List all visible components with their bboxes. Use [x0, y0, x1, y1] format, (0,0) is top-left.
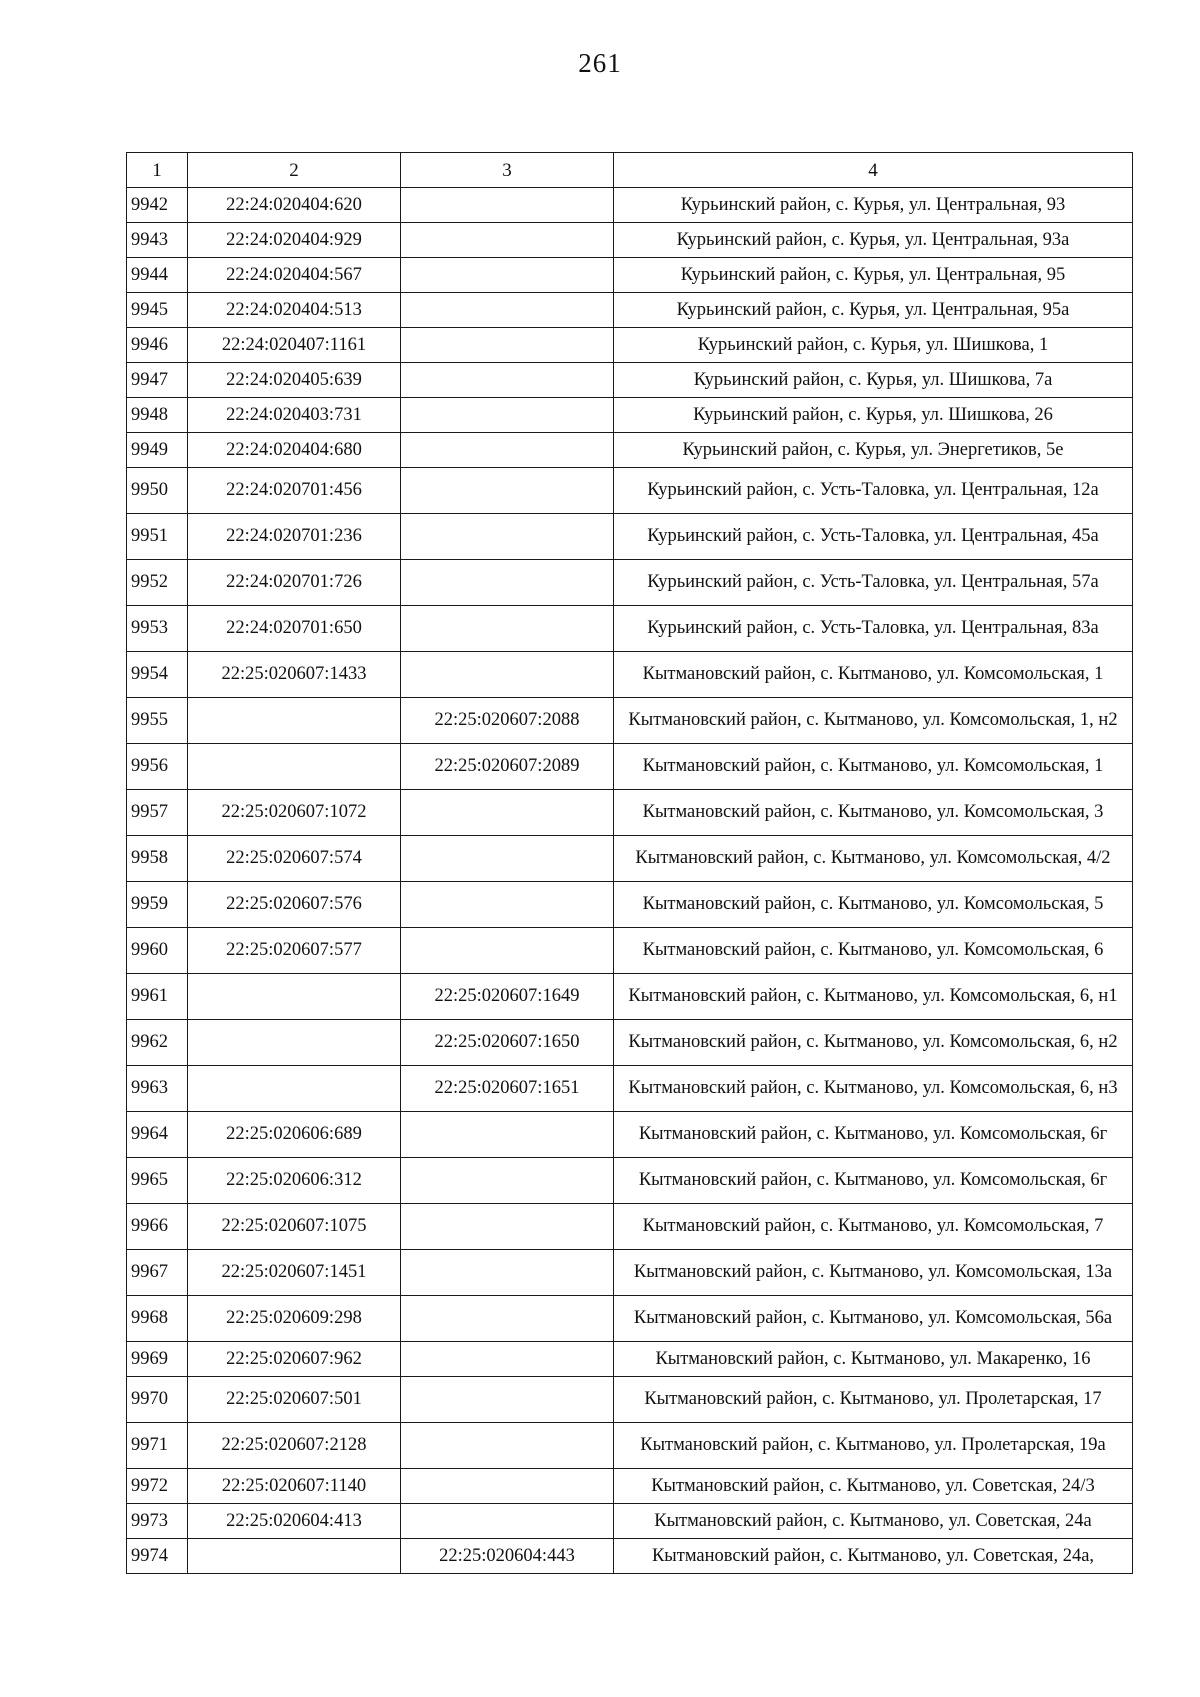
cadastral-number-cell: 22:24:020403:731	[188, 398, 401, 433]
table-row	[127, 1377, 1133, 1423]
cadastral-number-cell: 22:24:020407:1161	[188, 328, 401, 363]
address-cell: Кытмановский район, с. Кытманово, ул. Комсомольская, 56а	[614, 1296, 1133, 1342]
cadastral-number-cell: 22:25:020607:1451	[188, 1250, 401, 1296]
cadastral-number-cell: 22:24:020701:726	[188, 560, 401, 606]
cadastral-number-cell: 22:24:020701:236	[188, 514, 401, 560]
cadastral-number-cell: 22:25:020606:689	[188, 1112, 401, 1158]
table-row	[127, 293, 1133, 328]
table-row	[127, 223, 1133, 258]
building-cadastral-number-cell	[401, 433, 614, 468]
table-body	[127, 188, 1133, 1574]
address-cell: Курьинский район, с. Усть-Таловка, ул. Центральная, 45а	[614, 514, 1133, 560]
column-header-1: 1	[127, 153, 188, 188]
building-cadastral-number-cell	[401, 606, 614, 652]
table-row	[127, 1469, 1133, 1504]
cadastral-number-cell: 22:25:020604:413	[188, 1504, 401, 1539]
row-number-cell: 9942	[127, 188, 188, 223]
address-cell: Кытмановский район, с. Кытманово, ул. Пролетарская, 19а	[614, 1423, 1133, 1469]
cadastral-number-cell: 22:24:020701:456	[188, 468, 401, 514]
building-cadastral-number-cell	[401, 836, 614, 882]
table-row	[127, 652, 1133, 698]
row-number-cell: 9948	[127, 398, 188, 433]
row-number-cell: 9952	[127, 560, 188, 606]
cadastral-number-cell: 22:25:020607:576	[188, 882, 401, 928]
row-number-cell: 9968	[127, 1296, 188, 1342]
building-cadastral-number-cell	[401, 1112, 614, 1158]
row-number-cell: 9954	[127, 652, 188, 698]
address-cell: Курьинский район, с. Курья, ул. Энергетиков, 5е	[614, 433, 1133, 468]
row-number-cell: 9953	[127, 606, 188, 652]
building-cadastral-number-cell	[401, 468, 614, 514]
row-number-cell: 9966	[127, 1204, 188, 1250]
table-row	[127, 468, 1133, 514]
address-cell: Курьинский район, с. Усть-Таловка, ул. Центральная, 83а	[614, 606, 1133, 652]
row-number-cell: 9967	[127, 1250, 188, 1296]
address-cell: Кытмановский район, с. Кытманово, ул. Комсомольская, 1	[614, 744, 1133, 790]
row-number-cell: 9960	[127, 928, 188, 974]
cadastral-number-cell	[188, 698, 401, 744]
building-cadastral-number-cell: 22:25:020604:443	[401, 1539, 614, 1574]
cadastral-number-cell: 22:25:020607:1140	[188, 1469, 401, 1504]
cadastral-number-cell: 22:24:020404:620	[188, 188, 401, 223]
building-cadastral-number-cell	[401, 790, 614, 836]
table-row	[127, 398, 1133, 433]
row-number-cell: 9961	[127, 974, 188, 1020]
cadastral-number-cell: 22:25:020607:1075	[188, 1204, 401, 1250]
row-number-cell: 9950	[127, 468, 188, 514]
cadastral-number-cell	[188, 1066, 401, 1112]
address-cell: Курьинский район, с. Курья, ул. Центральная, 95	[614, 258, 1133, 293]
building-cadastral-number-cell: 22:25:020607:1650	[401, 1020, 614, 1066]
building-cadastral-number-cell	[401, 1377, 614, 1423]
building-cadastral-number-cell	[401, 1296, 614, 1342]
address-cell: Курьинский район, с. Усть-Таловка, ул. Центральная, 57а	[614, 560, 1133, 606]
table-row	[127, 258, 1133, 293]
table-row	[127, 1066, 1133, 1112]
row-number-cell: 9944	[127, 258, 188, 293]
cadastral-number-cell: 22:25:020607:501	[188, 1377, 401, 1423]
cadastral-number-cell: 22:24:020404:513	[188, 293, 401, 328]
building-cadastral-number-cell	[401, 1342, 614, 1377]
table-row	[127, 1423, 1133, 1469]
cadastral-number-cell: 22:25:020607:574	[188, 836, 401, 882]
table-row	[127, 188, 1133, 223]
row-number-cell: 9945	[127, 293, 188, 328]
cadastral-number-cell: 22:25:020607:1072	[188, 790, 401, 836]
address-cell: Кытмановский район, с. Кытманово, ул. Комсомольская, 6	[614, 928, 1133, 974]
address-cell: Кытмановский район, с. Кытманово, ул. Комсомольская, 4/2	[614, 836, 1133, 882]
building-cadastral-number-cell: 22:25:020607:1651	[401, 1066, 614, 1112]
address-cell: Курьинский район, с. Курья, ул. Центральная, 93а	[614, 223, 1133, 258]
row-number-cell: 9972	[127, 1469, 188, 1504]
cadastral-number-cell: 22:24:020405:639	[188, 363, 401, 398]
address-cell: Кытмановский район, с. Кытманово, ул. Комсомольская, 6г	[614, 1112, 1133, 1158]
address-cell: Кытмановский район, с. Кытманово, ул. Комсомольская, 6г	[614, 1158, 1133, 1204]
row-number-cell: 9951	[127, 514, 188, 560]
table-row	[127, 514, 1133, 560]
row-number-cell: 9946	[127, 328, 188, 363]
building-cadastral-number-cell	[401, 328, 614, 363]
address-cell: Кытмановский район, с. Кытманово, ул. Комсомольская, 6, н3	[614, 1066, 1133, 1112]
table-row	[127, 836, 1133, 882]
row-number-cell: 9971	[127, 1423, 188, 1469]
building-cadastral-number-cell	[401, 560, 614, 606]
cadastral-number-cell	[188, 744, 401, 790]
address-cell: Кытмановский район, с. Кытманово, ул. Комсомольская, 3	[614, 790, 1133, 836]
building-cadastral-number-cell: 22:25:020607:2088	[401, 698, 614, 744]
address-cell: Кытмановский район, с. Кытманово, ул. Советская, 24а,	[614, 1539, 1133, 1574]
table-row	[127, 433, 1133, 468]
table-row	[127, 928, 1133, 974]
address-cell: Кытмановский район, с. Кытманово, ул. Комсомольская, 1, н2	[614, 698, 1133, 744]
cadastral-number-cell	[188, 974, 401, 1020]
cadastral-number-cell: 22:24:020701:650	[188, 606, 401, 652]
building-cadastral-number-cell	[401, 1204, 614, 1250]
address-cell: Курьинский район, с. Курья, ул. Центральная, 95а	[614, 293, 1133, 328]
address-cell: Кытмановский район, с. Кытманово, ул. Комсомольская, 7	[614, 1204, 1133, 1250]
table-header	[127, 153, 1133, 188]
building-cadastral-number-cell	[401, 363, 614, 398]
registry-table	[126, 152, 1133, 1574]
building-cadastral-number-cell	[401, 223, 614, 258]
row-number-cell: 9962	[127, 1020, 188, 1066]
address-cell: Кытмановский район, с. Кытманово, ул. Советская, 24/3	[614, 1469, 1133, 1504]
table-row	[127, 882, 1133, 928]
page-number: 261	[578, 48, 622, 78]
column-header-4: 4	[614, 153, 1133, 188]
cadastral-number-cell: 22:25:020607:962	[188, 1342, 401, 1377]
table-row	[127, 328, 1133, 363]
building-cadastral-number-cell	[401, 514, 614, 560]
table-row	[127, 1250, 1133, 1296]
table-row	[127, 560, 1133, 606]
row-number-cell: 9965	[127, 1158, 188, 1204]
table-row	[127, 606, 1133, 652]
row-number-cell: 9947	[127, 363, 188, 398]
building-cadastral-number-cell	[401, 1250, 614, 1296]
building-cadastral-number-cell	[401, 1504, 614, 1539]
address-cell: Курьинский район, с. Курья, ул. Центральная, 93	[614, 188, 1133, 223]
cadastral-number-cell: 22:25:020607:2128	[188, 1423, 401, 1469]
row-number-cell: 9955	[127, 698, 188, 744]
row-number-cell: 9956	[127, 744, 188, 790]
address-cell: Кытмановский район, с. Кытманово, ул. Макаренко, 16	[614, 1342, 1133, 1377]
row-number-cell: 9974	[127, 1539, 188, 1574]
row-number-cell: 9943	[127, 223, 188, 258]
column-header-2: 2	[188, 153, 401, 188]
table-row	[127, 1112, 1133, 1158]
address-cell: Курьинский район, с. Курья, ул. Шишкова, 26	[614, 398, 1133, 433]
column-header-3: 3	[401, 153, 614, 188]
table-row	[127, 363, 1133, 398]
cadastral-number-cell: 22:25:020609:298	[188, 1296, 401, 1342]
table-row	[127, 1020, 1133, 1066]
cadastral-number-cell	[188, 1539, 401, 1574]
table-row	[127, 1342, 1133, 1377]
building-cadastral-number-cell	[401, 882, 614, 928]
table-row	[127, 790, 1133, 836]
building-cadastral-number-cell	[401, 398, 614, 433]
table-row	[127, 744, 1133, 790]
address-cell: Курьинский район, с. Усть-Таловка, ул. Центральная, 12а	[614, 468, 1133, 514]
address-cell: Кытмановский район, с. Кытманово, ул. Пролетарская, 17	[614, 1377, 1133, 1423]
row-number-cell: 9973	[127, 1504, 188, 1539]
address-cell: Курьинский район, с. Курья, ул. Шишкова, 1	[614, 328, 1133, 363]
cadastral-number-cell: 22:25:020606:312	[188, 1158, 401, 1204]
building-cadastral-number-cell	[401, 928, 614, 974]
table-row	[127, 1296, 1133, 1342]
address-cell: Кытмановский район, с. Кытманово, ул. Комсомольская, 5	[614, 882, 1133, 928]
table-row	[127, 974, 1133, 1020]
building-cadastral-number-cell	[401, 1158, 614, 1204]
cadastral-number-cell	[188, 1020, 401, 1066]
building-cadastral-number-cell	[401, 1469, 614, 1504]
row-number-cell: 9958	[127, 836, 188, 882]
building-cadastral-number-cell	[401, 258, 614, 293]
cadastral-number-cell: 22:24:020404:929	[188, 223, 401, 258]
building-cadastral-number-cell: 22:25:020607:2089	[401, 744, 614, 790]
row-number-cell: 9959	[127, 882, 188, 928]
row-number-cell: 9964	[127, 1112, 188, 1158]
building-cadastral-number-cell	[401, 652, 614, 698]
header-row	[127, 153, 1133, 188]
building-cadastral-number-cell	[401, 293, 614, 328]
address-cell: Кытмановский район, с. Кытманово, ул. Советская, 24а	[614, 1504, 1133, 1539]
table-row	[127, 698, 1133, 744]
cadastral-number-cell: 22:24:020404:680	[188, 433, 401, 468]
building-cadastral-number-cell	[401, 188, 614, 223]
row-number-cell: 9970	[127, 1377, 188, 1423]
building-cadastral-number-cell	[401, 1423, 614, 1469]
address-cell: Кытмановский район, с. Кытманово, ул. Комсомольская, 6, н2	[614, 1020, 1133, 1066]
address-cell: Кытмановский район, с. Кытманово, ул. Комсомольская, 1	[614, 652, 1133, 698]
row-number-cell: 9949	[127, 433, 188, 468]
row-number-cell: 9963	[127, 1066, 188, 1112]
row-number-cell: 9969	[127, 1342, 188, 1377]
row-number-cell: 9957	[127, 790, 188, 836]
table-row	[127, 1204, 1133, 1250]
cadastral-number-cell: 22:24:020404:567	[188, 258, 401, 293]
table-row	[127, 1539, 1133, 1574]
address-cell: Кытмановский район, с. Кытманово, ул. Комсомольская, 13а	[614, 1250, 1133, 1296]
cadastral-number-cell: 22:25:020607:577	[188, 928, 401, 974]
cadastral-number-cell: 22:25:020607:1433	[188, 652, 401, 698]
table-row	[127, 1158, 1133, 1204]
building-cadastral-number-cell: 22:25:020607:1649	[401, 974, 614, 1020]
address-cell: Кытмановский район, с. Кытманово, ул. Комсомольская, 6, н1	[614, 974, 1133, 1020]
table-row	[127, 1504, 1133, 1539]
address-cell: Курьинский район, с. Курья, ул. Шишкова, 7а	[614, 363, 1133, 398]
